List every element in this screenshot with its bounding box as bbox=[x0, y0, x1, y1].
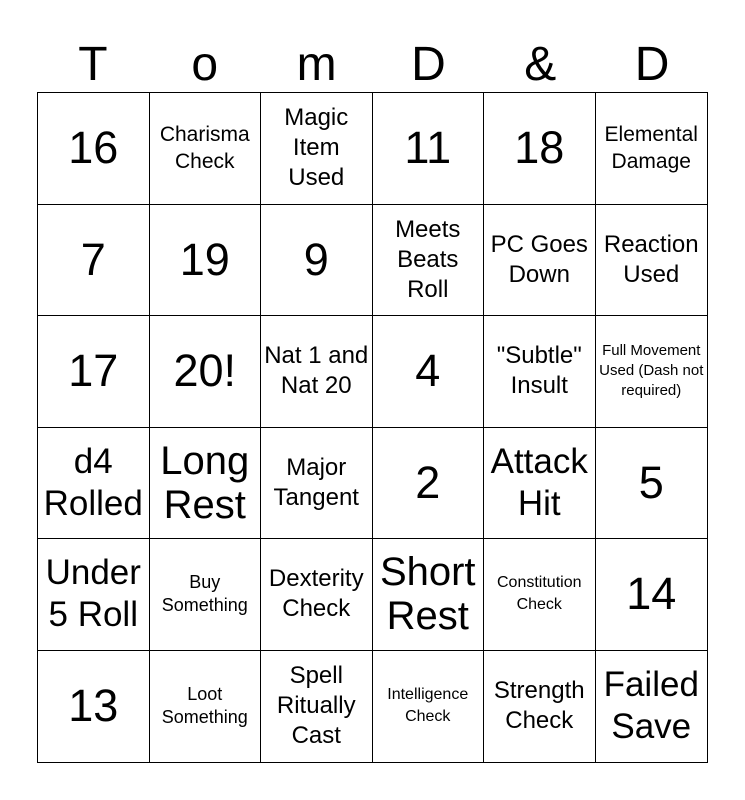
header-letter: D bbox=[411, 38, 446, 91]
bingo-header bbox=[37, 38, 708, 92]
bingo-cell-text: Under 5 Roll bbox=[45, 553, 141, 635]
bingo-cell[interactable] bbox=[596, 205, 708, 317]
header-letter: m bbox=[296, 38, 337, 91]
bingo-cell-text: 17 bbox=[68, 345, 119, 397]
bingo-cell[interactable] bbox=[484, 205, 596, 317]
bingo-cell-text: Dexterity Check bbox=[268, 565, 364, 623]
bingo-cell[interactable] bbox=[596, 539, 708, 651]
bingo-cell[interactable] bbox=[596, 316, 708, 428]
bingo-cell[interactable] bbox=[150, 205, 262, 317]
bingo-cell-text: 20! bbox=[173, 345, 237, 397]
bingo-cell[interactable] bbox=[261, 93, 373, 205]
bingo-cell[interactable] bbox=[261, 539, 373, 651]
bingo-cell[interactable] bbox=[373, 539, 485, 651]
bingo-cell-text: Buy Something bbox=[161, 572, 248, 616]
bingo-cell-text: Nat 1 and Nat 20 bbox=[264, 342, 369, 400]
bingo-cell[interactable] bbox=[484, 428, 596, 540]
bingo-cell-text: Charisma Check bbox=[159, 123, 250, 174]
bingo-cell-text: 19 bbox=[179, 233, 230, 285]
bingo-cell-text: Elemental Damage bbox=[604, 123, 698, 174]
header-letter: & bbox=[524, 38, 557, 91]
bingo-cell[interactable] bbox=[596, 651, 708, 763]
bingo-cell[interactable] bbox=[596, 93, 708, 205]
bingo-cell[interactable] bbox=[38, 539, 150, 651]
bingo-cell[interactable] bbox=[484, 93, 596, 205]
bingo-cell-text: 16 bbox=[68, 122, 119, 174]
bingo-cell[interactable] bbox=[150, 93, 262, 205]
bingo-cell-text: Loot Something bbox=[161, 684, 248, 728]
bingo-cell[interactable] bbox=[596, 428, 708, 540]
bingo-cell-text: 11 bbox=[404, 122, 452, 174]
bingo-cell-text: 13 bbox=[68, 680, 119, 732]
bingo-cell[interactable] bbox=[150, 428, 262, 540]
bingo-cell[interactable] bbox=[38, 316, 150, 428]
bingo-cell[interactable] bbox=[373, 93, 485, 205]
bingo-cell[interactable] bbox=[150, 651, 262, 763]
bingo-cell-text: Short Rest bbox=[379, 550, 476, 639]
bingo-cell-text: PC Goes Down bbox=[490, 230, 588, 288]
bingo-cell[interactable] bbox=[261, 205, 373, 317]
bingo-cell[interactable] bbox=[373, 651, 485, 763]
bingo-cell[interactable] bbox=[484, 651, 596, 763]
bingo-cell-text: 2 bbox=[415, 456, 441, 508]
bingo-cell[interactable] bbox=[373, 316, 485, 428]
bingo-cell-text: 14 bbox=[626, 568, 677, 620]
bingo-cell-text: Long Rest bbox=[160, 438, 250, 527]
bingo-cell[interactable] bbox=[261, 651, 373, 763]
bingo-cell-text: Meets Beats Roll bbox=[395, 215, 461, 303]
bingo-cell[interactable] bbox=[38, 93, 150, 205]
bingo-cell[interactable] bbox=[373, 428, 485, 540]
bingo-cell-text: Magic Item Used bbox=[284, 104, 349, 192]
bingo-cell-text: Full Movement Used (Dash not required) bbox=[599, 342, 704, 400]
bingo-cell-text: 5 bbox=[638, 456, 664, 508]
bingo-cell[interactable] bbox=[38, 651, 150, 763]
header-letter: D bbox=[634, 38, 670, 91]
bingo-cell[interactable] bbox=[150, 316, 262, 428]
bingo-cell[interactable] bbox=[373, 205, 485, 317]
bingo-cell-text: Spell Ritually Cast bbox=[276, 662, 356, 750]
bingo-cell-text: Constitution Check bbox=[497, 574, 582, 614]
bingo-cell-text: Major Tangent bbox=[273, 453, 359, 511]
bingo-cell-text: Intelligence Check bbox=[387, 686, 469, 726]
bingo-cell-text: 9 bbox=[303, 233, 329, 285]
bingo-cell-text: 4 bbox=[415, 345, 441, 397]
bingo-cell[interactable] bbox=[150, 539, 262, 651]
bingo-cell[interactable] bbox=[484, 316, 596, 428]
bingo-cell[interactable] bbox=[484, 539, 596, 651]
bingo-cell-text: d4 Rolled bbox=[43, 441, 143, 523]
bingo-cell[interactable] bbox=[38, 428, 150, 540]
bingo-cell-text: 7 bbox=[80, 233, 106, 285]
bingo-cell-text: Reaction Used bbox=[603, 230, 699, 288]
bingo-cell-text: Strength Check bbox=[493, 677, 585, 735]
header-letter: T bbox=[78, 38, 108, 91]
bingo-cell[interactable] bbox=[261, 428, 373, 540]
bingo-board bbox=[37, 92, 708, 763]
bingo-cell-text: Attack Hit bbox=[490, 441, 588, 523]
bingo-cell-text: 18 bbox=[514, 122, 565, 174]
bingo-cell[interactable] bbox=[261, 316, 373, 428]
bingo-cell-text: "Subtle" Insult bbox=[496, 342, 582, 400]
bingo-cell[interactable] bbox=[38, 205, 150, 317]
header-letter: o bbox=[191, 38, 219, 91]
bingo-cell-text: Failed Save bbox=[603, 665, 699, 747]
